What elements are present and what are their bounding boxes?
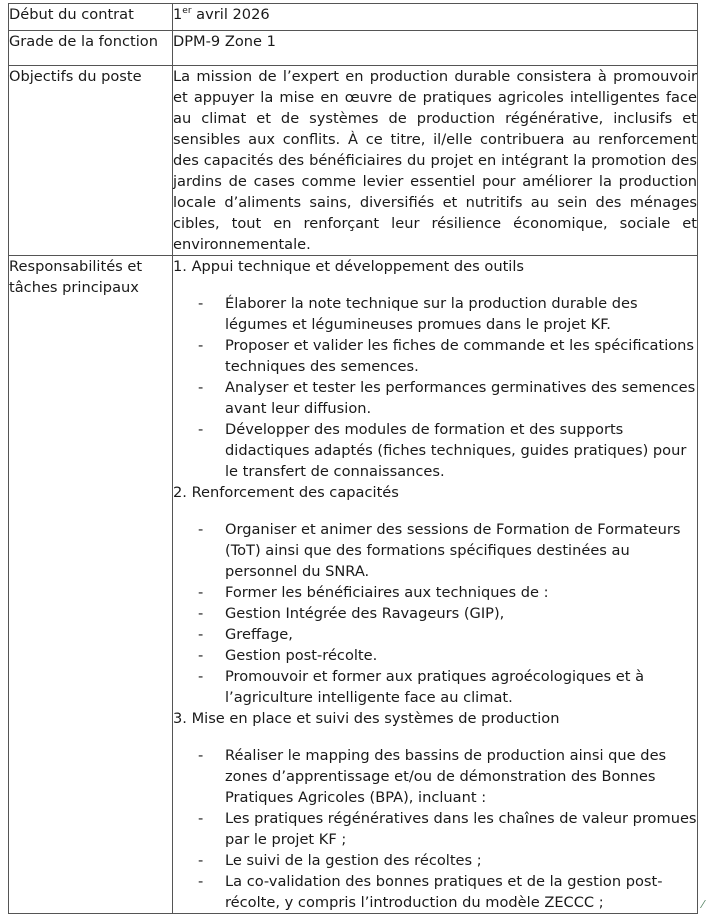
list-item-text: Réaliser le mapping des bassins de production ainsi que des zones d’apprentissage et/ou de démonstration des Bonnes Pratiques Agricoles (BPA), incluant : <box>225 747 667 806</box>
dash-bullet: - <box>198 295 204 312</box>
list-item <box>198 745 697 808</box>
list-item-text: Promouvoir et former aux pratiques agroécologiques et à l’agriculture intelligente face au climat. <box>225 668 645 706</box>
dash-bullet: - <box>198 668 204 685</box>
value-responsabilites <box>173 256 698 914</box>
list-item-text: Gestion Intégrée des Ravageurs (GIP), <box>225 605 505 622</box>
dash-bullet: - <box>198 852 204 869</box>
value-objectifs: La mission de l’expert en production durable consistera à promouvoir et appuyer la mise en œuvre de pratiques agricoles intelligentes face au climat et de systèmes de production régénérative, inclusifs et sensibles aux conflits. À ce titre, il/elle contribuera au renforcement des capacités des bénéficiaires du projet en intégrant la promotion des jardins de cases comme levier essentiel pour améliorer la production locale d’aliments sains, diversifiés et nutritifs au sein des ménages cibles, tout en renforçant leur résilience économique, sociale et environnementale. <box>173 66 698 256</box>
list-item <box>198 666 697 708</box>
label-responsabilites-line2: tâches principaux <box>9 279 139 296</box>
corner-mark: ⁄ <box>702 898 704 911</box>
list-item <box>198 582 697 603</box>
list-item <box>198 335 697 377</box>
list-item <box>198 377 697 419</box>
list-item-text: Organiser et animer des sessions de Formation de Formateurs (ToT) ainsi que des formations spécifiques destinées au personnel du SNRA. <box>225 521 681 580</box>
section-item-list <box>173 745 697 913</box>
list-item-text: La co-validation des bonnes pratiques et de la gestion post-récolte, y compris l’introduction du modèle ZECCC ; <box>225 873 663 911</box>
dash-bullet: - <box>198 337 204 354</box>
dash-bullet: - <box>198 605 204 622</box>
section-title: 2. Renforcement des capacités <box>173 484 399 501</box>
list-item-text: Greffage, <box>225 626 293 643</box>
list-item-text: Proposer et valider les fiches de commande et les spécifications techniques des semences. <box>225 337 695 375</box>
dash-bullet: - <box>198 647 204 664</box>
dash-bullet: - <box>198 626 204 643</box>
list-item <box>198 645 697 666</box>
label-debut-contrat: Début du contrat <box>9 4 173 31</box>
list-item <box>198 850 697 871</box>
list-item-text: Élaborer la note technique sur la production durable des légumes et légumineuses promues dans le projet KF. <box>225 295 638 333</box>
job-description-table <box>8 3 698 914</box>
row-grade <box>9 31 698 66</box>
dash-bullet: - <box>198 584 204 601</box>
list-item <box>198 603 697 624</box>
list-item <box>198 293 697 335</box>
list-item-text: Analyser et tester les performances germinatives des semences avant leur diffusion. <box>225 379 696 417</box>
list-item <box>198 808 697 850</box>
dash-bullet: - <box>198 521 204 538</box>
dash-bullet: - <box>198 379 204 396</box>
label-responsabilites-line1: Responsabilités et <box>9 258 143 275</box>
list-item-text: Les pratiques régénératives dans les chaînes de valeur promues par le projet KF ; <box>225 810 697 848</box>
row-objectifs <box>9 66 698 256</box>
list-item-text: Gestion post-récolte. <box>225 647 378 664</box>
value-debut-contrat <box>173 4 698 31</box>
row-responsabilites <box>9 256 698 914</box>
row-debut-contrat <box>9 4 698 31</box>
start-day-ordinal: er <box>182 6 192 17</box>
section-item-list <box>173 293 697 482</box>
list-item-text: Former les bénéficiaires aux techniques de : <box>225 584 549 601</box>
start-month-year: avril 2026 <box>191 6 270 23</box>
label-responsabilites <box>9 256 173 914</box>
section-item-list <box>173 519 697 708</box>
section-title: 3. Mise en place et suivi des systèmes de production <box>173 710 560 727</box>
dash-bullet: - <box>198 421 204 438</box>
dash-bullet: - <box>198 747 204 764</box>
list-item-text: Développer des modules de formation et des supports didactiques adaptés (fiches techniques, guides pratiques) pour le transfert de connaissances. <box>225 421 687 480</box>
responsibility-sections <box>173 256 697 913</box>
value-grade: DPM-9 Zone 1 <box>173 31 698 66</box>
list-item <box>198 871 697 913</box>
dash-bullet: - <box>198 873 204 890</box>
label-grade: Grade de la fonction <box>9 31 173 66</box>
label-objectifs: Objectifs du poste <box>9 66 173 256</box>
list-item <box>198 519 697 582</box>
section-title: 1. Appui technique et développement des outils <box>173 258 525 275</box>
dash-bullet: - <box>198 810 204 827</box>
list-item-text: Le suivi de la gestion des récoltes ; <box>225 852 482 869</box>
list-item <box>198 624 697 645</box>
list-item <box>198 419 697 482</box>
start-day: 1 <box>173 6 183 23</box>
